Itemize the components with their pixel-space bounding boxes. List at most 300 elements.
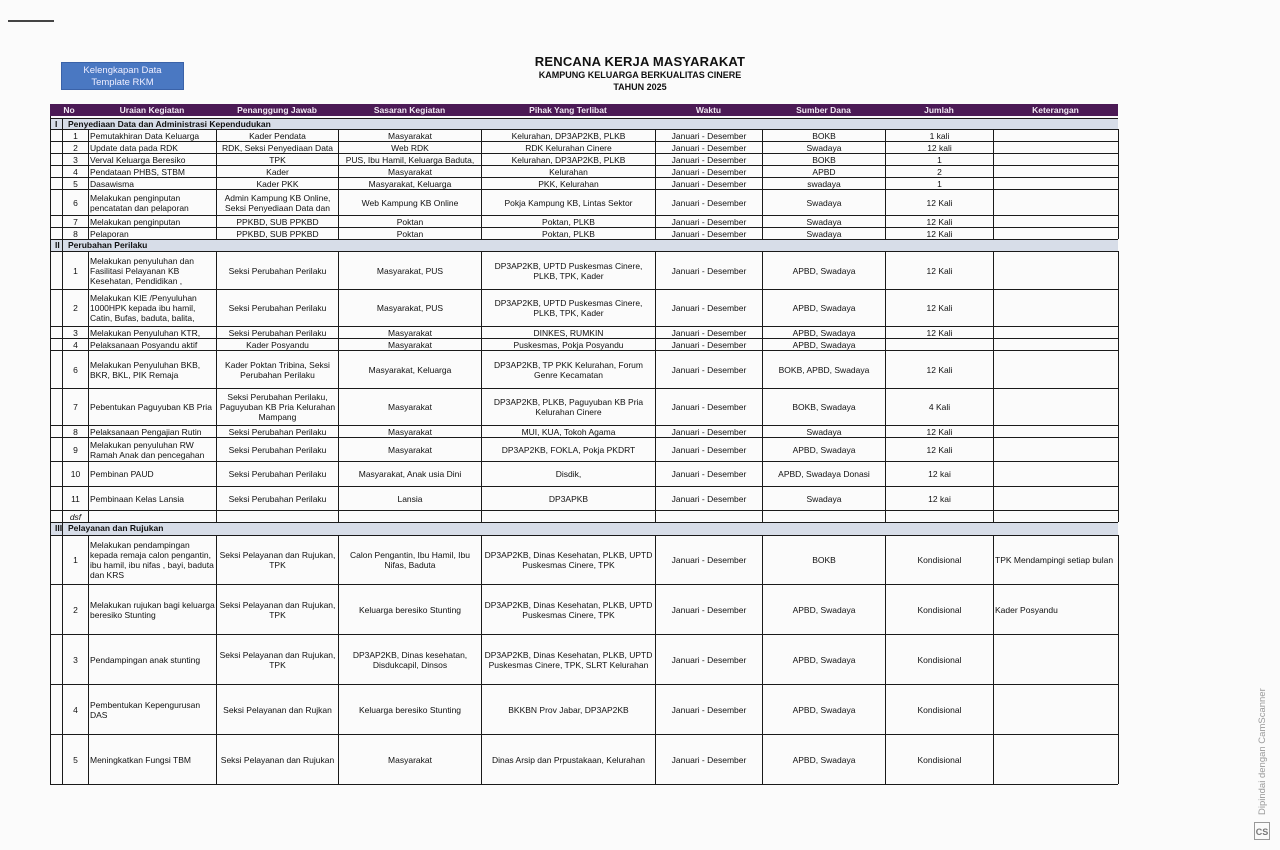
- col-keterangan-cell: [994, 511, 1118, 522]
- col-no-cell: 2: [73, 604, 78, 615]
- col-penanggung-jawab-cell: Seksi Perubahan Perilaku: [228, 426, 327, 437]
- column-divider: [762, 437, 763, 461]
- column-divider: [88, 153, 89, 165]
- column-divider: [481, 289, 482, 326]
- col-no-cell: dsf: [69, 511, 82, 522]
- row-divider: [50, 734, 1118, 735]
- col-sumber-dana-cell: BOKB, Swadaya: [792, 402, 856, 412]
- column-divider: [338, 510, 339, 522]
- col-uraian-cell: Meningkatkan Fungsi TBM: [90, 754, 191, 765]
- row-divider: [50, 189, 1118, 190]
- column-divider: [993, 177, 994, 189]
- column-header-sumber-dana: Sumber Dana: [796, 105, 851, 115]
- col-jumlah-cell: 12 kai: [928, 469, 951, 479]
- col-sasaran-cell: Masyarakat, Keluarga: [368, 364, 452, 375]
- col-uraian-cell: Pendampingan anak stunting: [90, 654, 201, 665]
- column-divider: [885, 177, 886, 189]
- col-waktu-cell: Januari - Desember: [671, 142, 747, 153]
- column-divider: [88, 425, 89, 437]
- col-keterangan-cell: [994, 685, 1118, 734]
- column-divider: [655, 510, 656, 522]
- col-pihak-cell: Puskesmas, Pokja Posyandu: [513, 339, 624, 350]
- col-no-cell: 4: [73, 339, 78, 350]
- col-jumlah-cell: 4 Kali: [928, 402, 951, 412]
- col-uraian-cell: Pelaksanaan Pengajian Rutin: [90, 426, 202, 437]
- col-sasaran-cell: Masyarakat: [388, 339, 432, 350]
- kelengkapan-data-button[interactable]: [61, 62, 184, 90]
- column-divider: [338, 425, 339, 437]
- column-divider: [88, 326, 89, 338]
- col-penanggung-jawab-cell: Kader PKK: [256, 178, 299, 189]
- column-divider: [481, 326, 482, 338]
- column-divider: [216, 326, 217, 338]
- col-keterangan-cell: [994, 252, 1118, 289]
- column-divider: [993, 338, 994, 350]
- column-divider: [762, 510, 763, 522]
- col-sasaran-cell: Masyarakat: [388, 426, 432, 437]
- col-no-cell: 7: [73, 216, 78, 227]
- col-pihak-cell: BKKBN Prov Jabar, DP3AP2KB: [508, 704, 629, 715]
- col-keterangan-cell: [994, 438, 1118, 461]
- col-uraian-cell: Melakukan KIE /Penyuluhan 1000HPK kepada ibu hamil, Catin, Bufas, baduta, balita,: [90, 293, 197, 323]
- column-divider: [993, 584, 994, 634]
- column-divider: [762, 251, 763, 289]
- column-divider: [993, 535, 994, 584]
- row-divider: [50, 326, 1118, 327]
- column-divider: [885, 684, 886, 734]
- col-uraian-cell: Verval Keluarga Beresiko: [90, 154, 186, 165]
- col-jumlah-cell: 12 Kali: [926, 303, 953, 313]
- col-sumber-dana-cell: APBD, Swadaya: [792, 339, 856, 350]
- column-divider: [481, 584, 482, 634]
- column-divider: [338, 338, 339, 350]
- column-divider: [88, 227, 89, 239]
- col-penanggung-jawab-cell: Seksi Pelayanan dan Rujukan, TPK: [219, 649, 336, 670]
- column-divider: [655, 634, 656, 684]
- col-sumber-dana-cell: APBD, Swadaya: [792, 444, 856, 455]
- column-divider: [481, 251, 482, 289]
- row-divider: [50, 239, 1118, 240]
- col-sasaran-cell: Lansia: [397, 493, 423, 504]
- col-sumber-dana-cell: APBD, Swadaya: [792, 704, 856, 715]
- col-uraian-cell: Pembinaan Kelas Lansia: [90, 493, 185, 504]
- col-sasaran-cell: Keluarga beresiko Stunting: [358, 704, 462, 715]
- col-sumber-dana-cell: Swadaya: [806, 216, 842, 227]
- col-sasaran-cell: Masyarakat, Keluarga: [368, 178, 452, 189]
- document-year: TAHUN 2025: [613, 82, 667, 92]
- row-divider: [50, 634, 1118, 635]
- row-divider: [50, 584, 1118, 585]
- column-divider: [338, 634, 339, 684]
- col-keterangan-cell: [994, 216, 1118, 227]
- column-divider: [885, 461, 886, 486]
- col-no-cell: 5: [73, 754, 78, 765]
- section-row: [50, 523, 1118, 535]
- col-no-cell: 11: [71, 493, 80, 504]
- col-keterangan-cell: [994, 228, 1118, 239]
- col-uraian-cell: Pembentukan Kepengurusan DAS: [90, 699, 201, 720]
- col-waktu-cell: Januari - Desember: [671, 754, 747, 765]
- column-divider: [655, 153, 656, 165]
- column-divider: [62, 326, 63, 338]
- column-divider: [762, 153, 763, 165]
- column-divider: [62, 425, 63, 437]
- col-no-cell: 9: [73, 444, 78, 455]
- col-pihak-cell: Poktan, PLKB: [542, 216, 595, 227]
- col-waktu-cell: Januari - Desember: [671, 228, 747, 239]
- column-divider: [1118, 177, 1119, 189]
- column-divider: [655, 289, 656, 326]
- col-penanggung-jawab-cell: Kader Pendata: [249, 130, 306, 141]
- column-divider: [762, 129, 763, 141]
- column-divider: [62, 584, 63, 634]
- col-no-cell: 7: [73, 402, 78, 412]
- column-divider: [885, 535, 886, 584]
- col-sumber-dana-cell: Swadaya: [806, 197, 842, 208]
- col-uraian-cell: Melakukan penginputan: [90, 216, 181, 227]
- column-divider: [62, 535, 63, 584]
- button-label-line1: Kelengkapan Data: [83, 65, 162, 76]
- column-divider: [62, 129, 63, 141]
- column-divider: [762, 141, 763, 153]
- col-penanggung-jawab-cell: PPKBD, SUB PPKBD: [236, 216, 319, 227]
- column-divider: [62, 684, 63, 734]
- col-uraian-cell: Melakukan Penyuluhan KTR,: [90, 327, 201, 338]
- col-jumlah-cell: 12 Kali: [926, 327, 953, 338]
- col-waktu-cell: Januari - Desember: [671, 303, 747, 313]
- column-divider: [216, 634, 217, 684]
- column-divider: [338, 227, 339, 239]
- column-divider: [1118, 350, 1119, 388]
- col-sasaran-cell: Masyarakat, PUS: [376, 303, 444, 313]
- col-pihak-cell: DP3AP2KB, Dinas Kesehatan, PLKB, UPTD Puskesmas Cinere, TPK: [484, 599, 653, 620]
- section-title: Pelayanan dan Rujukan: [68, 523, 164, 533]
- column-divider: [62, 437, 63, 461]
- column-header-uraian: Uraian Kegiatan: [119, 105, 185, 115]
- col-penanggung-jawab-cell: Kader Posyandu: [246, 339, 309, 350]
- col-jumlah-cell: 1: [937, 154, 942, 165]
- col-waktu-cell: Januari - Desember: [671, 178, 747, 189]
- column-divider: [993, 227, 994, 239]
- col-jumlah-cell: 12 kali: [927, 142, 952, 153]
- column-divider: [216, 350, 217, 388]
- section-divider: [62, 522, 63, 535]
- column-divider: [655, 189, 656, 215]
- col-penanggung-jawab-cell: Seksi Pelayanan dan Rujkan: [223, 704, 332, 715]
- column-divider: [338, 437, 339, 461]
- column-divider: [885, 289, 886, 326]
- column-divider: [885, 227, 886, 239]
- row-divider: [50, 215, 1118, 216]
- column-divider: [481, 215, 482, 227]
- column-header-no: No: [63, 105, 75, 115]
- col-pihak-cell: DP3APKB: [548, 493, 589, 504]
- col-penanggung-jawab-cell: Seksi Pelayanan dan Rujukan: [220, 754, 335, 765]
- col-waktu-cell: Januari - Desember: [671, 493, 747, 504]
- column-divider: [481, 437, 482, 461]
- col-waktu-cell: Januari - Desember: [671, 166, 747, 177]
- button-label-line2: Template RKM: [91, 77, 154, 88]
- col-no-cell: 4: [73, 704, 78, 715]
- column-header-pihak: Pihak Yang Terlibat: [529, 105, 607, 115]
- column-divider: [885, 584, 886, 634]
- column-header-waktu: Waktu: [695, 105, 722, 115]
- section-divider: [62, 239, 63, 251]
- column-divider: [885, 129, 886, 141]
- column-divider: [88, 634, 89, 684]
- column-divider: [885, 486, 886, 510]
- col-waktu-cell: Januari - Desember: [671, 364, 747, 375]
- column-divider: [762, 227, 763, 239]
- column-divider: [216, 189, 217, 215]
- column-divider: [993, 189, 994, 215]
- col-jumlah-cell: 1 kali: [929, 130, 950, 141]
- column-divider: [481, 177, 482, 189]
- col-waktu-cell: Januari - Desember: [671, 216, 747, 227]
- column-divider: [88, 189, 89, 215]
- col-uraian-cell: Melakukan penyuluhan dan Fasilitasi Pelayanan KB Kesehatan, Pendidikan ,: [90, 255, 194, 286]
- col-penanggung-jawab-cell: Seksi Perubahan Perilaku: [228, 327, 327, 338]
- column-divider: [88, 388, 89, 425]
- col-keterangan-cell: [994, 178, 1118, 189]
- col-jumlah-cell: 12 Kali: [926, 444, 953, 455]
- col-sumber-dana-cell: BOKB: [812, 555, 836, 565]
- col-penanggung-jawab-cell: Kader Poktan Tribina, Seksi Perubahan Perilaku: [225, 359, 330, 380]
- column-divider: [993, 486, 994, 510]
- col-pihak-cell: DP3AP2KB, Dinas Kesehatan, PLKB, UPTD Puskesmas Cinere, TPK, SLRT Kelurahan: [484, 649, 653, 670]
- col-sasaran-cell: Masyarakat: [388, 130, 432, 141]
- col-sasaran-cell: Masyarakat: [388, 166, 432, 177]
- column-divider: [655, 338, 656, 350]
- column-divider: [655, 684, 656, 734]
- col-no-cell: 3: [73, 327, 78, 338]
- column-divider: [338, 215, 339, 227]
- col-keterangan-cell: [994, 190, 1118, 215]
- column-divider: [216, 153, 217, 165]
- col-pihak-cell: DINKES, RUMKIN: [533, 327, 604, 338]
- col-sumber-dana-cell: [763, 511, 885, 522]
- column-divider: [762, 425, 763, 437]
- column-divider: [655, 535, 656, 584]
- col-pihak-cell: Dinas Arsip dan Prpustakaan, Kelurahan: [491, 754, 646, 765]
- col-uraian-cell: Melakukan penyuluhan RW Ramah Anak dan pencegahan: [90, 439, 205, 460]
- col-jumlah-cell: Kondisional: [917, 704, 962, 715]
- scan-mark: [8, 20, 54, 22]
- column-divider: [62, 634, 63, 684]
- column-divider: [655, 486, 656, 510]
- column-divider: [993, 634, 994, 684]
- col-penanggung-jawab-cell: Seksi Perubahan Perilaku: [228, 469, 327, 479]
- column-divider: [993, 461, 994, 486]
- col-keterangan-cell: [994, 142, 1118, 153]
- col-uraian-cell: Melakukan Penyuluhan BKB, BKR, BKL, PIK Remaja: [90, 359, 201, 380]
- column-divider: [885, 153, 886, 165]
- col-sasaran-cell: Web RDK: [391, 142, 429, 153]
- column-divider: [1118, 425, 1119, 437]
- col-jumlah-cell: [886, 511, 993, 522]
- column-divider: [62, 388, 63, 425]
- col-penanggung-jawab-cell: Seksi Perubahan Perilaku: [228, 444, 327, 455]
- camscanner-logo-icon: CS: [1254, 822, 1270, 840]
- col-pihak-cell: PKK, Kelurahan: [538, 178, 599, 189]
- col-keterangan-cell: [994, 339, 1118, 350]
- column-divider: [88, 510, 89, 522]
- column-divider: [762, 326, 763, 338]
- column-divider: [885, 425, 886, 437]
- column-divider: [88, 734, 89, 784]
- column-divider: [993, 215, 994, 227]
- column-divider: [88, 129, 89, 141]
- column-divider: [655, 388, 656, 425]
- col-pihak-cell: [482, 511, 655, 522]
- column-divider: [885, 388, 886, 425]
- section-row: [50, 240, 1118, 251]
- col-no-cell: 6: [73, 364, 78, 375]
- column-divider: [762, 734, 763, 784]
- col-pihak-cell: DP3AP2KB, Dinas Kesehatan, PLKB, UPTD Puskesmas Cinere, TPK: [484, 550, 653, 570]
- section-title: Penyediaan Data dan Administrasi Kependudukan: [68, 119, 271, 129]
- col-pihak-cell: Kelurahan, DP3AP2KB, PLKB: [511, 154, 626, 165]
- col-pihak-cell: Disdik,: [555, 469, 582, 479]
- column-divider: [762, 461, 763, 486]
- col-no-cell: 4: [73, 166, 78, 177]
- col-keterangan-cell: [994, 130, 1118, 141]
- column-divider: [481, 510, 482, 522]
- col-no-cell: 6: [73, 197, 78, 208]
- row-divider: [50, 251, 1118, 252]
- col-pihak-cell: Kelurahan, DP3AP2KB, PLKB: [511, 130, 626, 141]
- col-penanggung-jawab-cell: [217, 511, 338, 522]
- section-number: III: [55, 523, 63, 533]
- col-penanggung-jawab-cell: Seksi Perubahan Perilaku, Paguyuban KB Pria Kelurahan Mampang: [219, 392, 336, 422]
- column-divider: [338, 684, 339, 734]
- col-pihak-cell: DP3AP2KB, FOKLA, Pokja PKDRT: [501, 444, 636, 455]
- col-waktu-cell: Januari - Desember: [671, 469, 747, 479]
- column-divider: [62, 338, 63, 350]
- col-sasaran-cell: Web Kampung KB Online: [361, 197, 459, 208]
- column-divider: [216, 388, 217, 425]
- column-divider: [1118, 141, 1119, 153]
- col-jumlah-cell: 12 Kali: [926, 265, 953, 276]
- column-divider: [762, 165, 763, 177]
- col-jumlah-cell: Kondisional: [917, 604, 962, 615]
- col-penanggung-jawab-cell: PPKBD, SUB PPKBD: [236, 228, 319, 239]
- column-divider: [88, 251, 89, 289]
- col-sumber-dana-cell: Swadaya: [806, 228, 842, 239]
- column-divider: [481, 338, 482, 350]
- col-no-cell: 1: [73, 130, 78, 141]
- column-divider: [1118, 734, 1119, 784]
- column-divider: [1118, 461, 1119, 486]
- col-uraian-cell: Pendataan PHBS, STBM: [90, 166, 185, 177]
- column-divider: [62, 461, 63, 486]
- column-divider: [88, 177, 89, 189]
- col-sasaran-cell: Masyarakat, Anak usia Dini: [358, 469, 462, 479]
- column-divider: [62, 153, 63, 165]
- column-divider: [88, 684, 89, 734]
- col-jumlah-cell: 12 Kali: [926, 228, 953, 239]
- col-sumber-dana-cell: Swadaya: [806, 142, 842, 153]
- column-divider: [481, 129, 482, 141]
- column-divider: [885, 141, 886, 153]
- column-divider: [1118, 388, 1119, 425]
- column-divider: [338, 388, 339, 425]
- column-divider: [216, 251, 217, 289]
- col-jumlah-cell: 12 Kali: [926, 216, 953, 227]
- column-divider: [1118, 437, 1119, 461]
- col-keterangan-cell: [994, 327, 1118, 338]
- col-no-cell: 2: [73, 142, 78, 153]
- col-pihak-cell: Pokja Kampung KB, Lintas Sektor: [504, 197, 633, 208]
- col-penanggung-jawab-cell: Seksi Perubahan Perilaku: [228, 265, 327, 276]
- col-pihak-cell: Poktan, PLKB: [542, 228, 595, 239]
- column-divider: [885, 350, 886, 388]
- column-divider: [993, 425, 994, 437]
- column-divider: [993, 437, 994, 461]
- column-divider: [216, 425, 217, 437]
- column-divider: [216, 177, 217, 189]
- column-divider: [62, 165, 63, 177]
- column-divider: [655, 227, 656, 239]
- col-jumlah-cell: 1: [937, 178, 942, 189]
- column-divider: [88, 437, 89, 461]
- col-keterangan-cell: [994, 635, 1118, 684]
- col-uraian-cell: Melakukan penginputan pencatatan dan pelaporan: [90, 192, 189, 213]
- column-divider: [885, 165, 886, 177]
- column-divider: [885, 634, 886, 684]
- column-divider: [762, 388, 763, 425]
- column-divider: [655, 326, 656, 338]
- col-uraian-cell: [89, 511, 216, 522]
- column-divider: [338, 461, 339, 486]
- col-waktu-cell: Januari - Desember: [671, 704, 747, 715]
- column-divider: [993, 165, 994, 177]
- column-divider: [993, 388, 994, 425]
- column-divider: [216, 535, 217, 584]
- col-jumlah-cell: Kondisional: [917, 654, 962, 665]
- row-divider: [50, 350, 1118, 351]
- col-penanggung-jawab-cell: RDK, Seksi Penyediaan Data: [221, 142, 334, 153]
- col-waktu-cell: Januari - Desember: [671, 339, 747, 350]
- column-divider: [216, 338, 217, 350]
- column-divider: [993, 510, 994, 522]
- col-waktu-cell: Januari - Desember: [671, 426, 747, 437]
- col-waktu-cell: Januari - Desember: [671, 154, 747, 165]
- camscanner-watermark: Dipindai dengan CamScanner: [1257, 688, 1268, 815]
- col-sumber-dana-cell: APBD, Swadaya: [792, 604, 856, 615]
- row-divider: [50, 153, 1118, 154]
- row-divider: [50, 118, 1118, 119]
- column-divider: [216, 584, 217, 634]
- column-divider: [338, 584, 339, 634]
- column-divider: [216, 437, 217, 461]
- col-pihak-cell: DP3AP2KB, UPTD Puskesmas Cinere, PLKB, TPK, Kader: [494, 260, 643, 281]
- column-divider: [655, 215, 656, 227]
- row-divider: [50, 177, 1118, 178]
- col-sasaran-cell: [339, 511, 481, 522]
- col-uraian-cell: Melakukan rujukan bagi keluarga beresiko Stunting: [90, 599, 215, 620]
- col-jumlah-cell: [886, 339, 993, 350]
- column-divider: [1118, 153, 1119, 165]
- column-divider: [885, 215, 886, 227]
- column-divider: [1118, 338, 1119, 350]
- column-divider: [62, 289, 63, 326]
- col-sasaran-cell: Masyarakat: [388, 327, 432, 338]
- col-uraian-cell: Pemutakhiran Data Keluarga: [90, 130, 200, 141]
- column-divider: [88, 461, 89, 486]
- col-waktu-cell: Januari - Desember: [671, 265, 747, 276]
- row-divider: [50, 510, 1118, 511]
